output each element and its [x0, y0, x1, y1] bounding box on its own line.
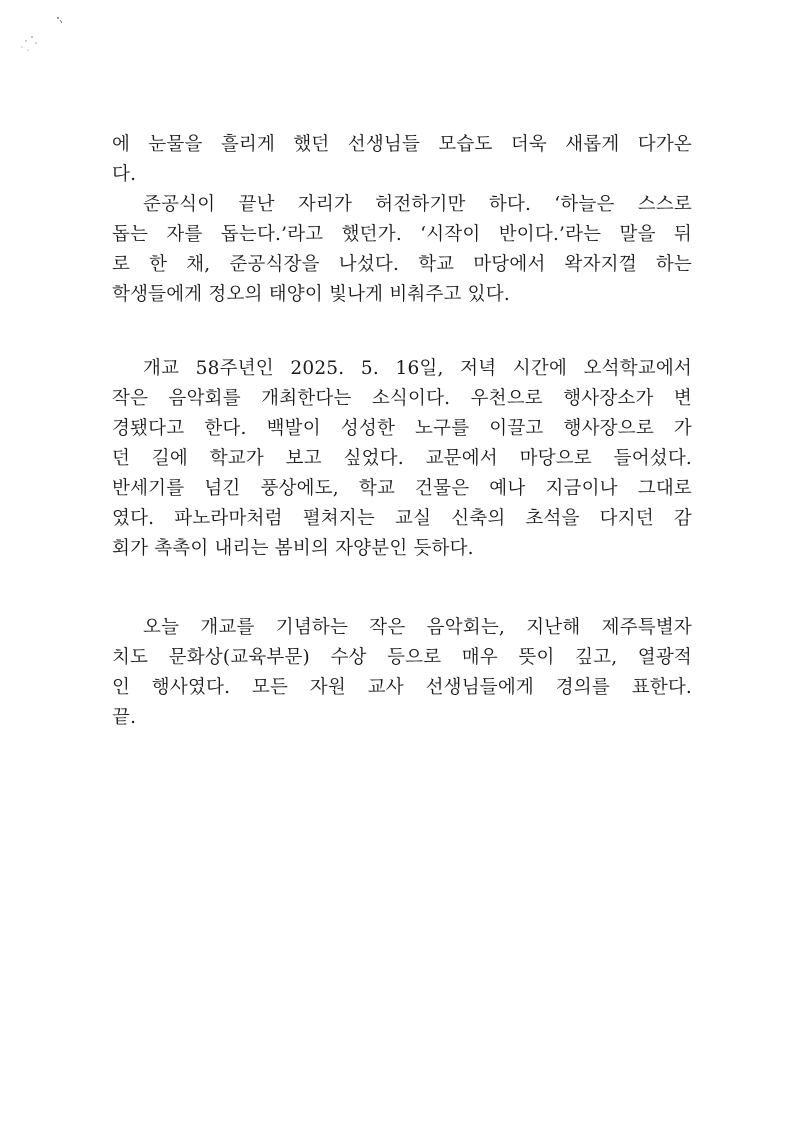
text-line: 던 길에 학교가 보고 싶었다. 교문에서 마당으로 들어섰다.: [112, 448, 692, 469]
text-line: 준공식이 끝난 자리가 허전하기만 하다. ‘하늘은 스스로: [143, 194, 692, 215]
document-text-top: [112, 130, 692, 310]
text-line: 오늘 개교를 기념하는 작은 음악회는, 지난해 제주특별자: [143, 617, 692, 638]
document-text-bottom: [112, 613, 692, 733]
text-line: 였다. 파노라마처럼 펼쳐지는 교실 신축의 초석을 다지던 감: [112, 508, 692, 529]
text-line: 로 한 채, 준공식장을 나섰다. 학교 마당에서 왁자지껄 하는: [112, 254, 692, 275]
paragraph: [112, 354, 692, 564]
text-line: 회가 촉촉이 내리는 봄비의 자양분인 듯하다.: [112, 538, 474, 559]
text-line: 개교 58주년인 2025. 5. 16일, 저녁 시간에 오석학교에서: [143, 358, 692, 379]
paragraph: [112, 190, 692, 310]
text-line: 돕는 자를 돕는다.’라고 했던가. ‘시작이 반이다.’라는 말을 뒤: [112, 224, 692, 245]
text-line: 인 행사였다. 모든 자원 교사 선생님들에게 경의를 표한다.: [112, 677, 692, 698]
text-line: 반세기를 넘긴 풍상에도, 학교 건물은 예나 지금이나 그대로: [112, 478, 692, 499]
text-line: 학생들에게 정오의 태양이 빛나게 비춰주고 있다.: [112, 284, 510, 305]
scan-specks: [14, 14, 74, 64]
paragraph: [112, 130, 692, 190]
text-line: 에 눈물을 흘리게 했던 선생님들 모습도 더욱 새롭게 다가온: [112, 134, 692, 155]
text-line: 끝.: [112, 707, 137, 728]
text-line: 치도 문화상(교육부문) 수상 등으로 매우 뜻이 깊고, 열광적: [112, 647, 692, 668]
document-text-middle: [112, 354, 692, 564]
text-line: 경됐다고 한다. 백발이 성성한 노구를 이끌고 행사장으로 가: [112, 418, 692, 439]
text-line: 다.: [112, 164, 137, 185]
text-line: 작은 음악회를 개최한다는 소식이다. 우천으로 행사장소가 변: [112, 388, 692, 409]
paragraph: [112, 613, 692, 733]
